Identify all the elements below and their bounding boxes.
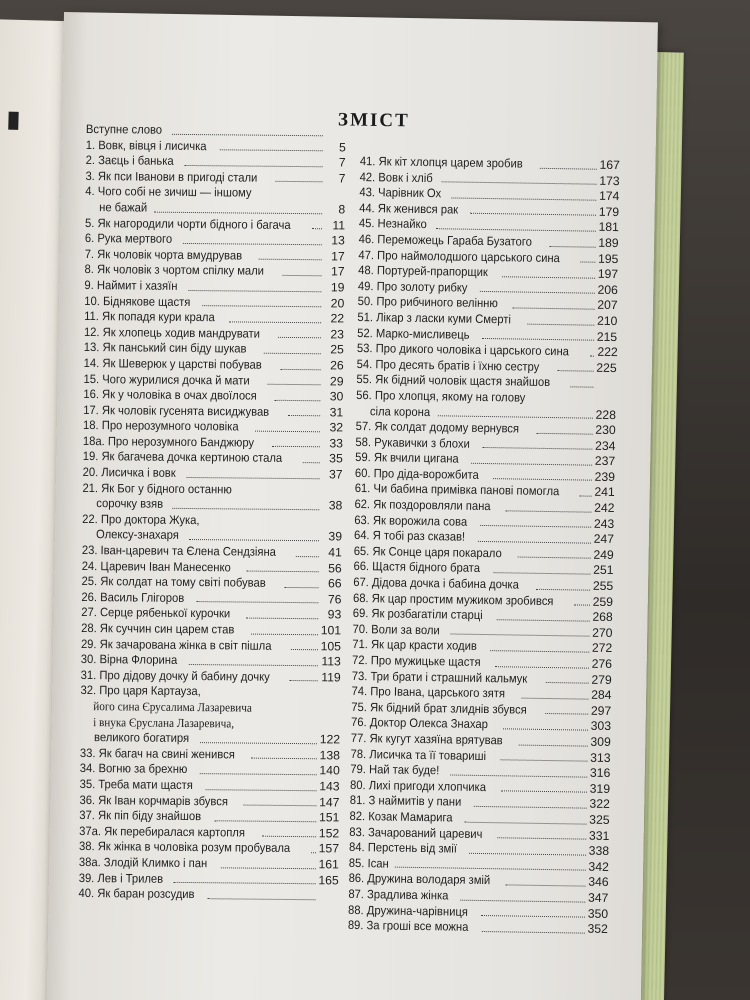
toc-entry-title: 44. Як женився рак <box>359 200 459 217</box>
toc-entry-title: 33. Як багач на свині женився <box>79 745 235 762</box>
dot-leader <box>590 355 594 356</box>
toc-entry-title: 14. Як Шеверюк у царстві побував <box>83 355 262 372</box>
toc-page-number: 105 <box>320 638 342 654</box>
toc-entry-title: 28. Як суччин син царем став <box>81 620 235 637</box>
dot-leader <box>215 820 316 822</box>
toc-page-number: 322 <box>589 797 610 812</box>
toc-page-number: 309 <box>590 734 611 749</box>
toc-page-number: 346 <box>588 874 609 890</box>
toc-entry-title: 77. Як кугут хазяїна врятував <box>350 730 503 748</box>
dot-leader <box>521 697 588 699</box>
toc-page-number: 20 <box>330 295 345 311</box>
toc-entry-title: сіла корона <box>369 403 431 419</box>
dot-leader <box>491 650 589 653</box>
dot-leader <box>154 211 322 214</box>
toc-page-number: 33 <box>329 436 343 451</box>
dot-leader <box>558 370 593 372</box>
toc-page-number: 179 <box>598 204 620 219</box>
dot-leader <box>501 759 587 761</box>
toc-entry-title: 59. Як вчили цигана <box>355 450 459 466</box>
toc-page-number: 215 <box>596 329 618 344</box>
toc-entry-title: 89. За гроші все можна <box>347 917 469 934</box>
toc-page-number: 37 <box>328 467 343 482</box>
dot-leader <box>267 384 320 386</box>
dot-leader <box>247 571 319 573</box>
dot-leader <box>580 262 595 263</box>
toc-page-number: 5 <box>338 140 346 155</box>
dot-leader <box>438 415 592 418</box>
dot-leader <box>450 634 589 637</box>
toc-page-number: 7 <box>338 155 346 170</box>
toc-entry-title: 25. Як солдат на тому світі побував <box>81 574 266 590</box>
toc-entry-title: 30. Вірна Флорина <box>80 652 178 668</box>
toc-entry-title: сорочку взяв <box>96 496 164 512</box>
toc-entry-title: 70. Воли за воли <box>352 621 440 638</box>
toc-page-number: 140 <box>319 763 340 778</box>
toc-entry-title: 78. Лисичка та її товариші <box>350 746 487 763</box>
toc-page-number: 297 <box>590 703 612 718</box>
toc-page-number: 174 <box>598 188 620 204</box>
toc-page-number: 316 <box>589 765 611 781</box>
contents-heading: ЗМІСТ <box>337 109 410 132</box>
dot-leader <box>311 228 322 229</box>
toc-entry-title: 23. Іван-царевич та Єлена Сендзіяна <box>81 543 277 559</box>
toc-page-number: 241 <box>594 485 615 500</box>
dot-leader <box>289 680 317 681</box>
toc-entry-title: 85. Ісан <box>348 855 389 871</box>
dot-leader <box>187 477 320 479</box>
toc-entry-title: 9. Наймит і хазяїн <box>84 277 178 293</box>
toc-entry-title: 42. Вовк і хліб <box>359 169 433 185</box>
toc-entry-title: 35. Треба мати щастя <box>79 776 193 792</box>
dot-leader <box>220 149 323 151</box>
dot-leader <box>518 557 591 559</box>
toc-page-number: 35 <box>329 451 343 466</box>
toc-entry-title: 62. Як поздоровляли пана <box>354 497 491 514</box>
dot-leader <box>173 882 315 884</box>
toc-entry-title: 36. Як Іван корчмарів збувся <box>79 792 229 808</box>
toc-page-number: 210 <box>596 313 618 329</box>
toc-entry-title: 74. Про Івана, царського зятя <box>351 684 506 701</box>
toc-page-number: 7 <box>338 171 346 186</box>
dot-leader <box>480 525 591 528</box>
toc-page-number: 119 <box>321 670 341 685</box>
dot-leader <box>483 447 592 450</box>
dot-leader <box>519 744 588 746</box>
dot-leader <box>172 133 323 135</box>
toc-page-number: 230 <box>595 422 616 438</box>
toc-entry-title: 40. Як баран розсудив <box>78 886 195 902</box>
toc-page-number: 243 <box>593 516 615 531</box>
toc-page-number: 181 <box>598 220 619 235</box>
dot-leader <box>275 181 322 182</box>
dot-leader <box>264 353 321 355</box>
toc-entry-title: 61. Чи бабина примівка панові помогла <box>354 481 560 499</box>
toc-entry-title: 64. Я тобі раз сказав! <box>353 528 466 544</box>
toc-page-number: 152 <box>318 825 340 841</box>
toc-entry <box>79 886 339 904</box>
dot-leader <box>494 572 590 575</box>
contents-column-left <box>79 122 346 904</box>
contents-column-right <box>348 154 620 938</box>
dot-leader <box>502 276 595 278</box>
toc-entry-title: 66. Щастя бідного брата <box>353 559 481 576</box>
toc-page-number: 41 <box>328 545 342 560</box>
dot-leader <box>497 837 586 839</box>
toc-page-number: 13 <box>331 233 345 248</box>
toc-entry-title: 80. Лихі пригоди хлопчика <box>349 777 487 794</box>
dot-leader <box>296 556 319 557</box>
toc-page-number: 122 <box>319 732 341 747</box>
dot-leader <box>482 931 585 934</box>
toc-page-number: 32 <box>329 420 344 435</box>
toc-entry-title: 47. Про наймолодшого царського сина <box>358 247 560 265</box>
dot-leader <box>203 305 322 307</box>
dot-leader <box>200 742 316 744</box>
toc-page-number: 251 <box>593 563 614 578</box>
toc-page-number: 342 <box>588 859 609 874</box>
toc-page-number: 101 <box>320 623 342 638</box>
toc-entry-title: 87. Зрадлива жінка <box>348 886 449 903</box>
dot-leader <box>464 821 586 824</box>
toc-page-number: 147 <box>319 794 340 809</box>
toc-entry-title: 57. Як солдат додому вернувся <box>355 419 520 436</box>
toc-entry-title: 84. Перстень від змії <box>349 840 458 856</box>
dot-leader <box>513 307 594 309</box>
toc-entry-title: 41. Як кіт хлопця царем зробив <box>359 154 523 171</box>
toc-page-number: 276 <box>591 656 613 672</box>
toc-page-number: 225 <box>596 360 617 375</box>
dot-leader <box>272 446 320 447</box>
dot-leader <box>206 789 317 791</box>
toc-page-number: 272 <box>591 641 613 656</box>
dot-leader <box>275 400 321 401</box>
dot-leader <box>251 758 316 760</box>
dot-leader <box>280 368 320 369</box>
dot-leader <box>480 291 595 294</box>
dot-leader <box>208 898 316 900</box>
toc-entry-title: 82. Козак Мамарига <box>349 808 453 825</box>
dot-leader <box>574 605 590 606</box>
toc-page-number: 195 <box>597 251 619 266</box>
toc-entry-title: 43. Чарівник Ох <box>359 185 442 201</box>
toc-page-number: 167 <box>599 157 620 173</box>
toc-entry-title: 31. Про дідову дочку й бабину дочку <box>80 667 270 684</box>
dot-leader <box>497 619 589 621</box>
toc-page-number: 268 <box>592 609 613 625</box>
dot-leader <box>183 243 322 245</box>
toc-page-number: 325 <box>589 812 610 827</box>
toc-page-number: 93 <box>327 607 342 622</box>
toc-entry-title: Вступне слово <box>85 122 163 137</box>
toc-page-number: 25 <box>330 342 344 357</box>
toc-entry-title: 54. Про десять братів і їхню сестру <box>356 356 540 374</box>
dot-leader <box>540 167 597 169</box>
toc-entry-title: великого богатиря <box>94 730 190 746</box>
toc-entry-title: 75. Як бідний брат злиднів збувся <box>351 699 527 717</box>
toc-page-number: 206 <box>597 282 619 297</box>
dot-leader <box>246 618 318 620</box>
toc-page-number: 228 <box>595 407 617 422</box>
toc-page-number: 22 <box>330 311 345 326</box>
toc-entry-title: 16. Як у чоловіка в очах двоїлося <box>83 387 257 403</box>
dot-leader <box>474 806 587 809</box>
toc-entry-title: 68. Як цар простим мужиком зробився <box>352 590 554 608</box>
toc-page-number: 26 <box>330 358 344 373</box>
page-mark <box>8 112 18 130</box>
toc-page-number: 66 <box>327 576 342 591</box>
dot-leader <box>505 510 591 512</box>
toc-entry-title: 4. Чого собі не зичиш — іншому <box>85 184 252 200</box>
dot-leader <box>460 899 585 902</box>
toc-page-number: 303 <box>590 719 612 734</box>
toc-page-number: 249 <box>593 547 614 562</box>
toc-entry-title: 86. Дружина володаря змій <box>348 871 491 888</box>
toc-page-number: 242 <box>594 500 615 516</box>
toc-entry-title: 76. Доктор Олекса Знахар <box>350 715 488 732</box>
toc-entry-title: 53. Про дикого чоловіка і царського сина <box>356 341 570 359</box>
toc-page-number: 352 <box>587 921 608 937</box>
toc-entry-title: 18а. Про нерозумного Банджюру <box>82 433 255 450</box>
dot-leader <box>311 852 315 853</box>
toc-entry-continuation: його сина Єрусалима Лазаревича <box>93 699 252 715</box>
dot-leader <box>395 867 585 871</box>
toc-page-number: 222 <box>597 344 618 360</box>
dot-leader <box>478 541 591 544</box>
dot-leader <box>501 791 587 793</box>
dot-leader <box>450 774 587 777</box>
toc-entry-title: 37а. Як перебиралася картопля <box>79 823 246 840</box>
dot-leader <box>470 213 596 216</box>
toc-page-number: 173 <box>599 173 620 188</box>
dot-leader <box>285 587 319 588</box>
toc-entry-title: 38а. Злодій Климко і пан <box>78 854 208 871</box>
toc-page-number: 76 <box>327 592 342 607</box>
dot-leader <box>545 682 588 684</box>
toc-entry-title: 19. Як багачева дочка кертиною стала <box>82 449 283 466</box>
toc-entry-title: 55. Як бідний чоловік щастя знайшов <box>356 372 551 390</box>
dot-leader <box>545 713 588 715</box>
toc-entry-title: 32. Про царя Картауза, <box>80 683 201 699</box>
toc-entry-title: 34. Вогню за брехню <box>79 761 188 777</box>
dot-leader <box>251 633 318 635</box>
dot-leader <box>482 338 594 341</box>
toc-entry-title: 37. Як піп біду знайшов <box>79 808 202 824</box>
toc-entry-title: 22. Про доктора Жука, <box>82 511 200 527</box>
toc-entry-title: 49. Про золоту рибку <box>357 278 468 295</box>
dot-leader <box>189 539 319 541</box>
toc-page-number: 23 <box>330 327 345 342</box>
toc-entry-title: 38. Як жінка в чоловіка розум пробувала <box>78 839 291 856</box>
toc-entry-title: 46. Переможець Гараба Бузатого <box>358 231 533 249</box>
toc-entry-title: 1. Вовк, вівця і лисичка <box>85 137 207 153</box>
dot-leader <box>200 773 317 775</box>
toc-page-number: 31 <box>329 405 344 420</box>
toc-entry-title: 13. Як панський син біду шукав <box>83 340 247 356</box>
dot-leader <box>471 463 592 466</box>
toc-entry-title: 69. Як розбагатіли старці <box>352 606 483 623</box>
toc-page-number: 151 <box>318 810 340 825</box>
toc-entry-title: 11. Як попадя кури крала <box>84 309 215 325</box>
toc-entry-title: 8. Як чоловік з чортом спілку мали <box>84 262 265 279</box>
toc-entry-title: 5. Як нагородили чорти бідного і багача <box>84 215 291 232</box>
dot-leader <box>184 165 322 167</box>
dot-leader <box>493 479 592 482</box>
toc-page-number: 284 <box>591 687 612 703</box>
toc-page-number: 113 <box>321 654 341 669</box>
toc-page-number: 331 <box>588 828 610 843</box>
toc-page-number: 338 <box>588 843 610 859</box>
dot-leader <box>262 836 315 838</box>
toc-page-number: 189 <box>598 235 619 251</box>
toc-page-number: 259 <box>592 594 614 609</box>
dot-leader <box>255 431 320 433</box>
dot-leader <box>259 259 322 261</box>
toc-page-number: 19 <box>330 280 345 295</box>
toc-entry-title: 39. Лев і Трилев <box>78 870 164 886</box>
toc-entry-title: 2. Заєць і банька <box>85 153 174 169</box>
toc-page-number: 30 <box>329 389 344 404</box>
toc-entry-title: 58. Рукавички з блохи <box>355 434 470 451</box>
toc-entry-title: 71. Як цар красти ходив <box>352 637 477 654</box>
dot-leader <box>244 805 316 807</box>
toc-entry-title: 72. Про мужицьке щастя <box>351 652 481 669</box>
dot-leader <box>221 867 315 869</box>
toc-entry-title: 79. Най так буде! <box>350 762 440 778</box>
toc-entry-title: 17. Як чоловік гусенята висиджував <box>83 402 270 419</box>
toc-entry-title: 48. Портурей-прапорщик <box>358 263 488 280</box>
dot-leader <box>570 386 593 387</box>
toc-entry-title: 24. Царевич Іван Манесенко <box>81 558 231 575</box>
toc-entry-title: 10. Біднякове щастя <box>84 293 191 309</box>
toc-page-number: 279 <box>591 672 612 687</box>
toc-page-number: 350 <box>587 906 609 921</box>
dot-leader <box>442 181 596 184</box>
dot-leader <box>189 664 318 666</box>
dot-leader <box>188 290 321 292</box>
dot-leader <box>436 228 596 232</box>
dot-leader <box>288 415 320 416</box>
toc-page-number: 8 <box>338 202 346 217</box>
toc-page-number: 11 <box>332 217 346 233</box>
toc-page-number: 237 <box>594 454 616 469</box>
toc-entry-title: 51. Лікар з ласки куми Смерті <box>357 309 512 327</box>
toc-entry-title: 83. Зачарований царевич <box>349 824 483 841</box>
toc-entry-title: не бажай <box>99 200 148 215</box>
toc-page-number: 197 <box>597 266 619 282</box>
dot-leader <box>283 275 322 276</box>
toc-entry-title: 26. Василь Глігоров <box>81 589 185 605</box>
dot-leader <box>303 462 320 463</box>
toc-page-number: 207 <box>597 298 618 313</box>
toc-page-number: 161 <box>318 857 339 872</box>
dot-leader <box>291 649 318 650</box>
toc-entry-title: 21. Як Бог у бідного останню <box>82 480 232 497</box>
toc-entry-title: 56. Про хлопця, якому на голову <box>356 387 526 405</box>
dot-leader <box>536 588 590 590</box>
toc-entry-title: 63. Як ворожила сова <box>354 512 468 529</box>
toc-entry-title: 65. Як Сонце царя покарало <box>353 543 502 561</box>
toc-entry-title: 29. Як зачарована жінка в світ пішла <box>80 636 272 653</box>
toc-entry-title: 88. Дружина-чарівниця <box>348 902 469 919</box>
toc-entry-title: 50. Про рибчиного велінню <box>357 294 498 311</box>
dot-leader <box>196 601 318 603</box>
dot-leader <box>503 728 588 730</box>
toc-page-number: 239 <box>594 469 616 484</box>
toc-page-number: 165 <box>318 872 339 887</box>
toc-entry-title: 73. Три брати і страшний кальмук <box>351 668 528 686</box>
dot-leader <box>481 915 584 918</box>
toc-entry-title: 52. Марко-мисливець <box>357 325 470 342</box>
toc-page-number: 270 <box>592 625 613 640</box>
dot-leader <box>505 884 585 886</box>
toc-entry-title: 3. Як пси Іванови в пригоді стали <box>85 168 258 185</box>
toc-page-number: 234 <box>594 438 616 453</box>
toc-entry-title: 7. Як чоловік чорта вмудрував <box>84 246 243 263</box>
toc-page-number: 38 <box>328 498 343 513</box>
toc-entry-title: 18. Про нерозумного чоловіка <box>83 418 239 434</box>
toc-page-number: 347 <box>587 890 609 905</box>
dot-leader <box>536 432 592 434</box>
toc-page-number: 157 <box>318 841 340 856</box>
toc-page-number: 56 <box>328 560 342 576</box>
toc-page-number: 319 <box>589 781 611 796</box>
toc-entry-title: 20. Лисичка і вовк <box>82 465 176 480</box>
toc-page-number: 39 <box>328 529 343 544</box>
toc-page-number: 255 <box>592 578 614 594</box>
dot-leader <box>495 666 589 668</box>
dot-leader <box>451 197 596 200</box>
toc-page-number: 313 <box>590 750 611 765</box>
toc-entry-title: 60. Про діда-ворожбита <box>354 465 479 482</box>
toc-page-number: 29 <box>329 373 344 388</box>
dot-leader <box>469 853 585 856</box>
dot-leader <box>550 246 595 248</box>
toc-entry-title: Олексу-знахаря <box>95 527 179 543</box>
toc-entry-title: 15. Чого журилися дочка й мати <box>83 371 250 388</box>
toc-entry-title: 27. Серце рябенької курочки <box>81 605 231 621</box>
toc-entry-title: 81. З наймитів у пани <box>349 793 462 810</box>
dot-leader <box>172 508 319 510</box>
dot-leader <box>580 496 591 497</box>
toc-page-number: 17 <box>331 249 345 264</box>
toc-entry-title: 6. Рука мертвого <box>84 231 173 246</box>
dot-leader <box>229 321 321 323</box>
toc-page-number: 247 <box>593 531 615 547</box>
toc-page-number: 138 <box>319 748 341 763</box>
dot-leader <box>527 323 594 325</box>
toc-entry-title: 67. Дідова дочка і бабина дочка <box>353 574 519 592</box>
toc-page-number: 17 <box>330 264 345 279</box>
toc-entry-title: 12. Як хлопець ходив мандрувати <box>83 324 261 341</box>
toc-entry-title: 45. Незнайко <box>358 216 427 232</box>
dot-leader <box>278 337 321 338</box>
toc-entry-continuation: і внука Єруслана Лазаревича, <box>93 714 235 731</box>
toc-page-number: 143 <box>319 779 340 794</box>
